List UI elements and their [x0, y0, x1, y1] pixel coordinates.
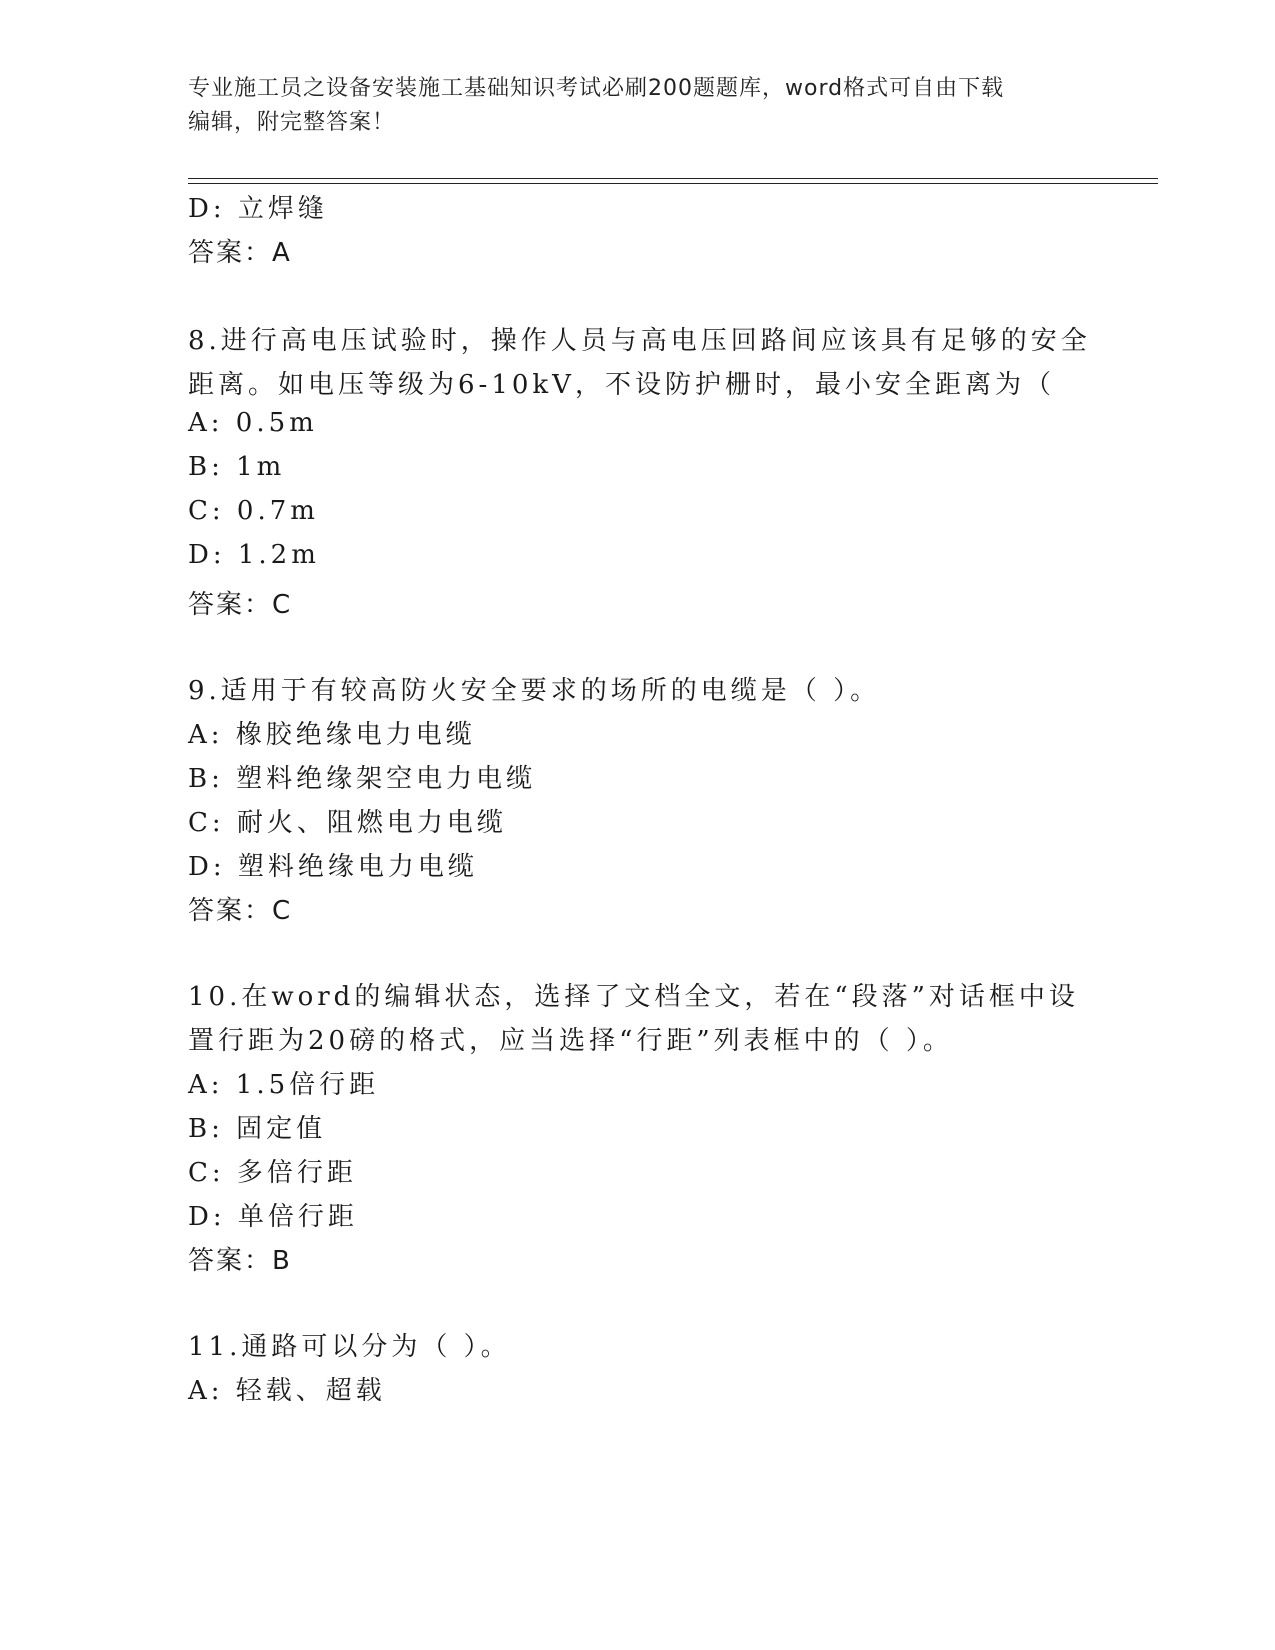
q9-option-c: C: 耐火、阻燃电力电缆 — [188, 808, 507, 838]
q10-option-c: C: 多倍行距 — [188, 1158, 357, 1188]
q9-option-d: D: 塑料绝缘电力电缆 — [188, 852, 478, 882]
q11-stem: 11.通路可以分为（ ）。 — [188, 1332, 511, 1362]
q10-option-b: B: 固定值 — [188, 1114, 327, 1144]
header-divider-bottom — [188, 183, 1158, 184]
q7-answer: 答案：A — [188, 238, 292, 268]
q8-answer: 答案：C — [188, 590, 293, 620]
header-title-line-2: 编辑，附完整答案！ — [188, 110, 396, 135]
header-title-line-1: 专业施工员之设备安装施工基础知识考试必刷200题题库，word格式可自由下载 — [188, 76, 1005, 101]
q8-option-c: C: 0.7m — [188, 496, 319, 526]
q10-option-a: A: 1.5倍行距 — [188, 1070, 380, 1100]
header-divider-top — [188, 178, 1158, 179]
q11-option-a: A: 轻载、超载 — [188, 1376, 386, 1406]
q7-option-d: D: 立焊缝 — [188, 194, 328, 224]
q8-option-a: A: 0.5m — [188, 408, 318, 438]
q8-stem-line-1: 8.进行高电压试验时，操作人员与高电压回路间应该具有足够的安全 — [188, 326, 1091, 356]
q9-answer: 答案：C — [188, 896, 293, 926]
q10-option-d: D: 单倍行距 — [188, 1202, 358, 1232]
q8-stem-line-2: 距离。如电压等级为6-10kV，不设防护栅时，最小安全距离为（ — [188, 370, 1055, 400]
q8-option-b: B: 1m — [188, 452, 286, 482]
q10-answer: 答案：B — [188, 1246, 292, 1276]
q10-stem-line-1: 10.在word的编辑状态，选择了文档全文，若在“段落”对话框中设 — [188, 982, 1079, 1012]
q9-stem: 9.适用于有较高防火安全要求的场所的电缆是（ ）。 — [188, 676, 881, 706]
q10-stem-line-2: 置行距为20磅的格式，应当选择“行距”列表框中的（ ）。 — [188, 1026, 953, 1056]
q8-option-d: D: 1.2m — [188, 540, 320, 570]
q9-option-b: B: 塑料绝缘架空电力电缆 — [188, 764, 537, 794]
q9-option-a: A: 橡胶绝缘电力电缆 — [188, 720, 476, 750]
document-header — [188, 72, 1088, 140]
